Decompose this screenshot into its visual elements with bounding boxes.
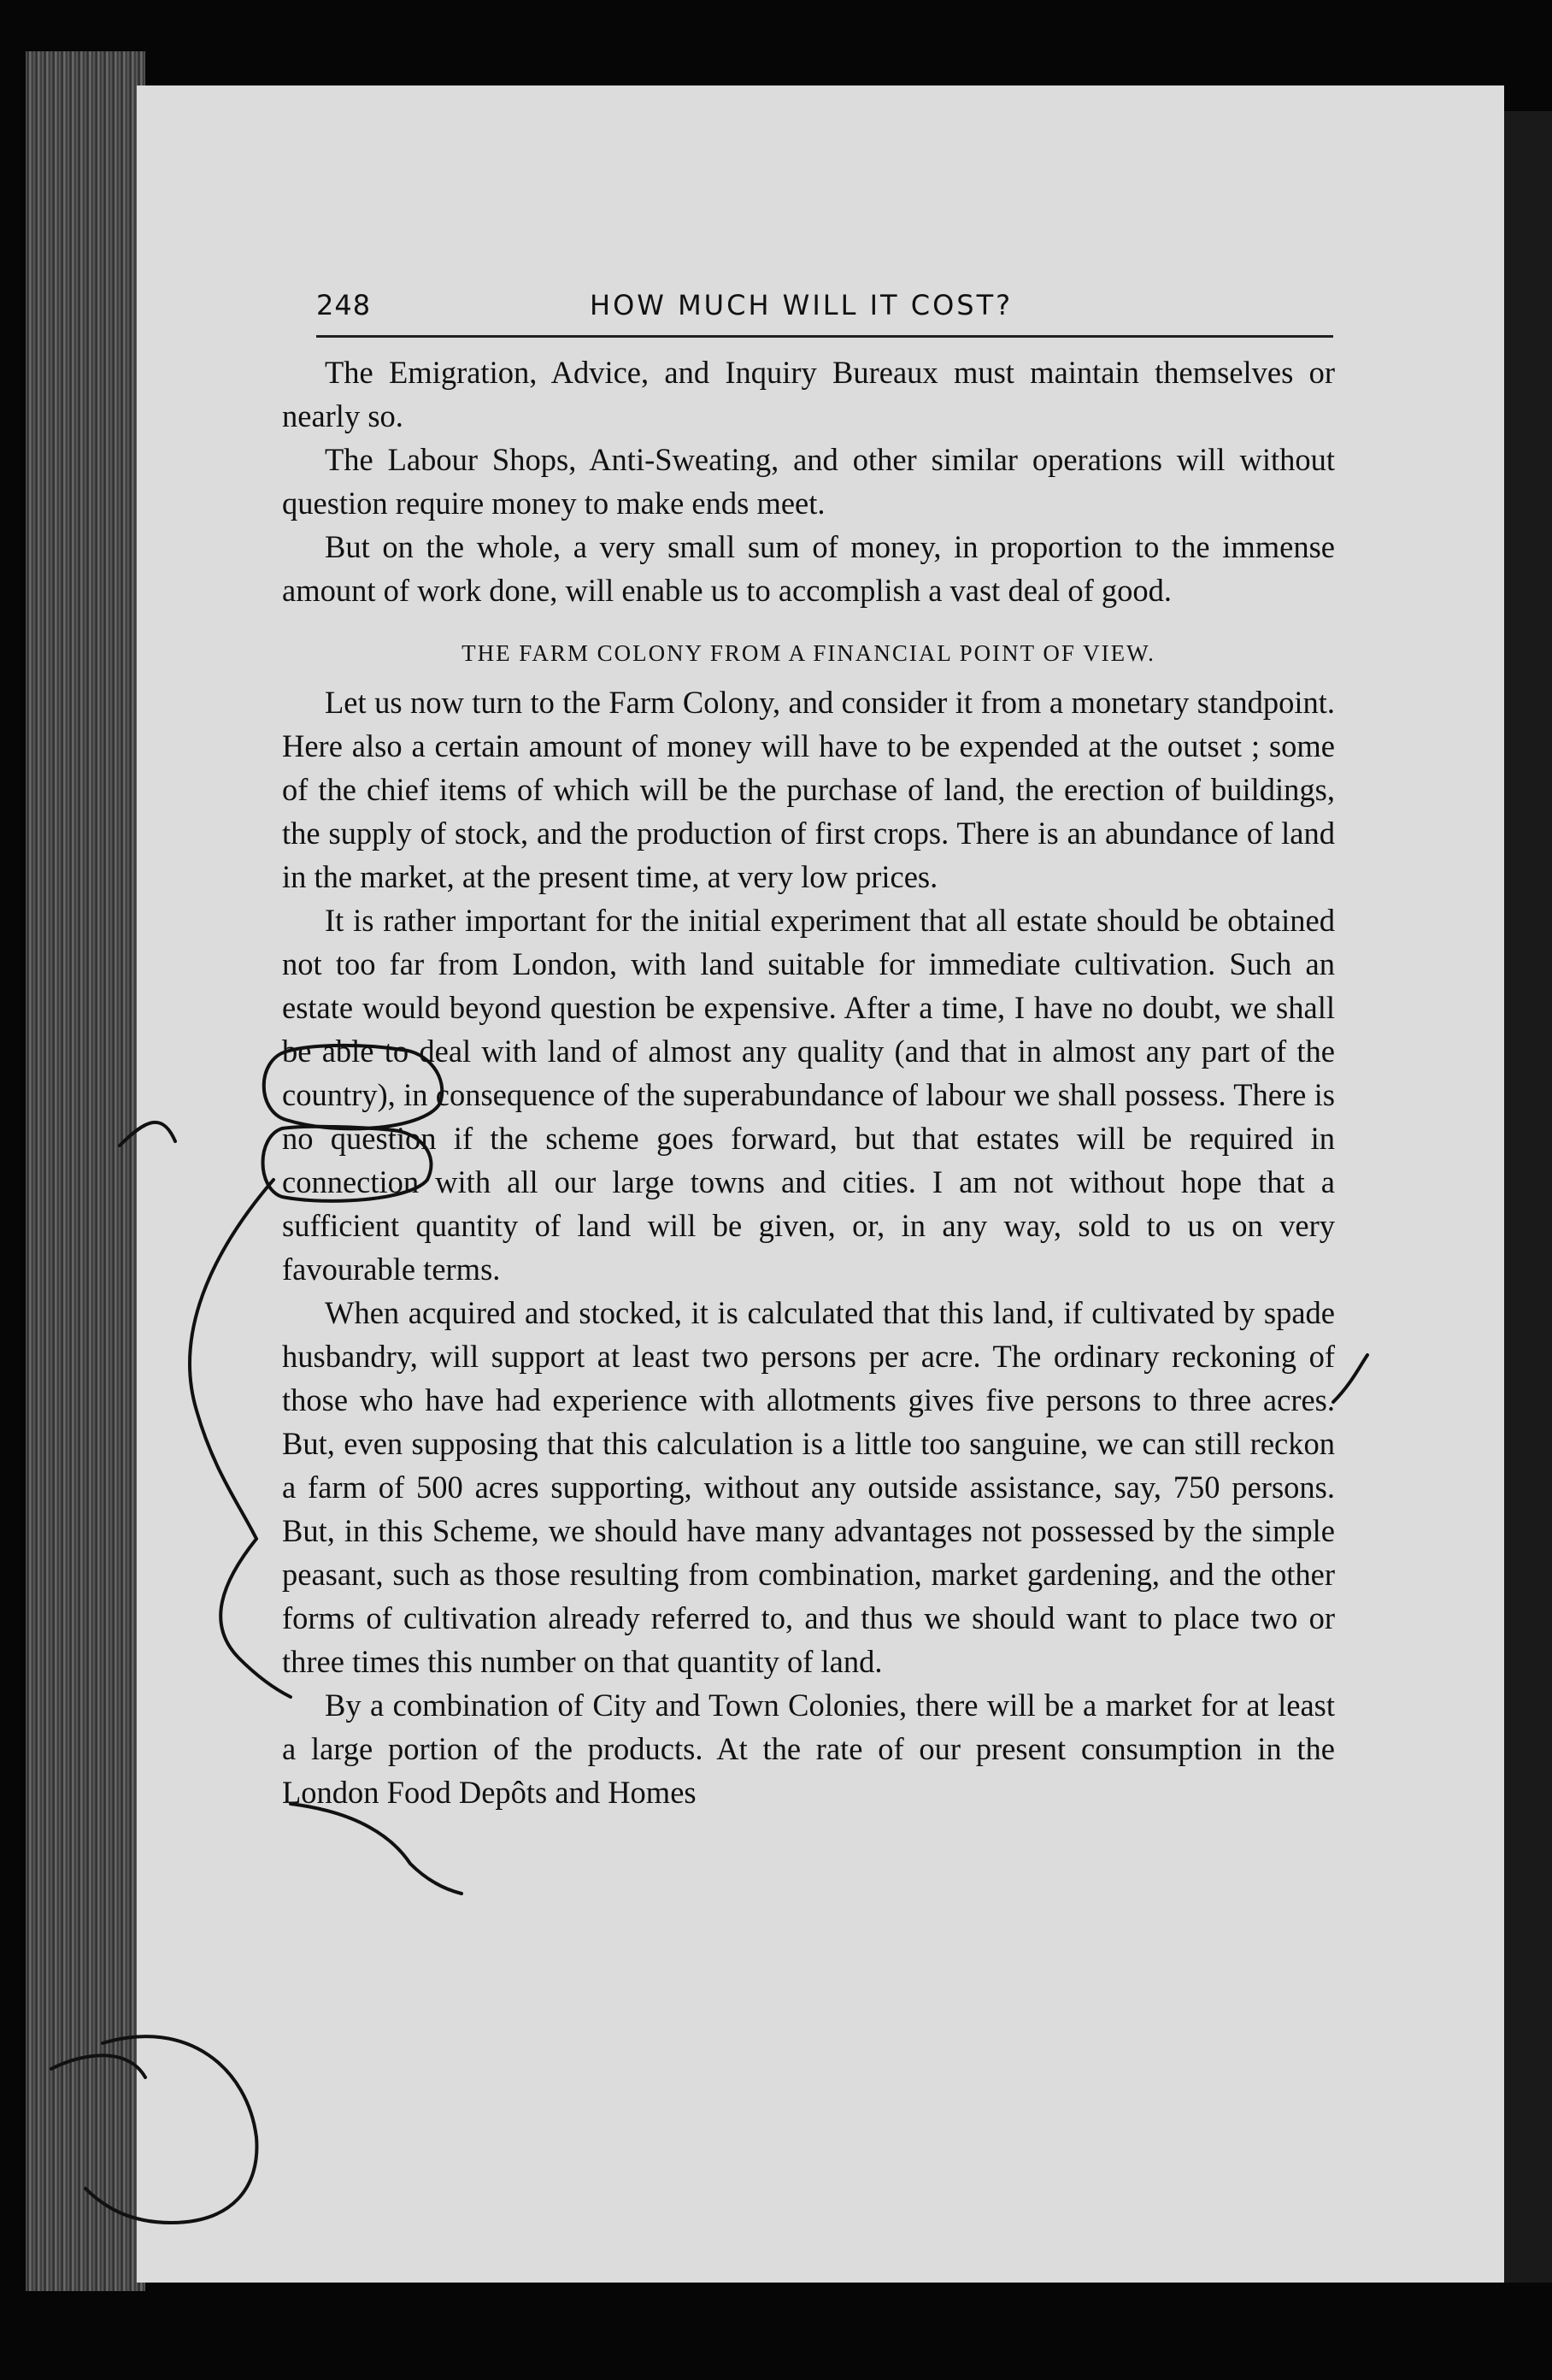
page-number: 248 (316, 289, 372, 321)
facing-page-edge (1504, 111, 1552, 2283)
book-page-edges (26, 51, 145, 2291)
page-header (316, 289, 1333, 340)
paragraph: The Labour Shops, Anti-Sweating, and other similar operations will without question require money to make ends meet. (282, 442, 1335, 521)
paragraph: The Emigration, Advice, and Inquiry Bureaux must maintain themselves or nearly so. (282, 355, 1335, 433)
paragraph: It is rather important for the initial experiment that all estate should be obtained not too far from London, with land suitable for immediate cultivation. Such an estate would beyond question be expensive. After a time, I have no doubt, we shall be able to deal with land of almost any quality (and that in almost any part of the country), in consequence of the superabundance of labour we shall possess. There is no question if the scheme goes forward, but that estates will be required in connection with all our large towns and cities. I am not without hope that a sufficient quantity of land will be given, or, in any way, sold to us on very favourable terms. (282, 903, 1335, 1287)
running-head: HOW MUCH WILL IT COST? (590, 289, 1014, 321)
paragraph: When acquired and stocked, it is calculated that this land, if cultivated by spade husbandry, will support at least two persons per acre. The ordinary reckoning of those who have had experience with allotments gives five persons to three acres. But, even supposing that this calculation is a little too sanguine, we can still reckon a farm of 500 acres supporting, without any outside assistance, say, 750 persons. But, in this Scheme, we should have many advantages not possessed by the simple peasant, such as those resulting from combination, market gardening, and the other forms of cultivation already referred to, and thus we should want to place two or three times this number on that quantity of land. (282, 1295, 1335, 1679)
paragraph: Let us now turn to the Farm Colony, and consider it from a monetary standpoint. Here also a certain amount of money will have to be expended at the outset ; some of the chief items of which will be the purchase of land, the erection of buildings, the supply of stock, and the production of first crops. There is an abundance of land in the market, at the present time, at very low prices. (282, 685, 1335, 894)
paragraph: But on the whole, a very small sum of money, in proportion to the immense amount of work done, will enable us to accomplish a vast deal of good. (282, 529, 1335, 608)
page-body (282, 351, 1335, 1814)
header-rule (316, 335, 1333, 338)
paragraph: By a combination of City and Town Colonies, there will be a market for at least a large portion of the products. At the rate of our present consumption in the London Food Depôts and Homes (282, 1688, 1335, 1810)
section-heading: THE FARM COLONY FROM A FINANCIAL POINT OF VIEW. (461, 640, 1155, 666)
